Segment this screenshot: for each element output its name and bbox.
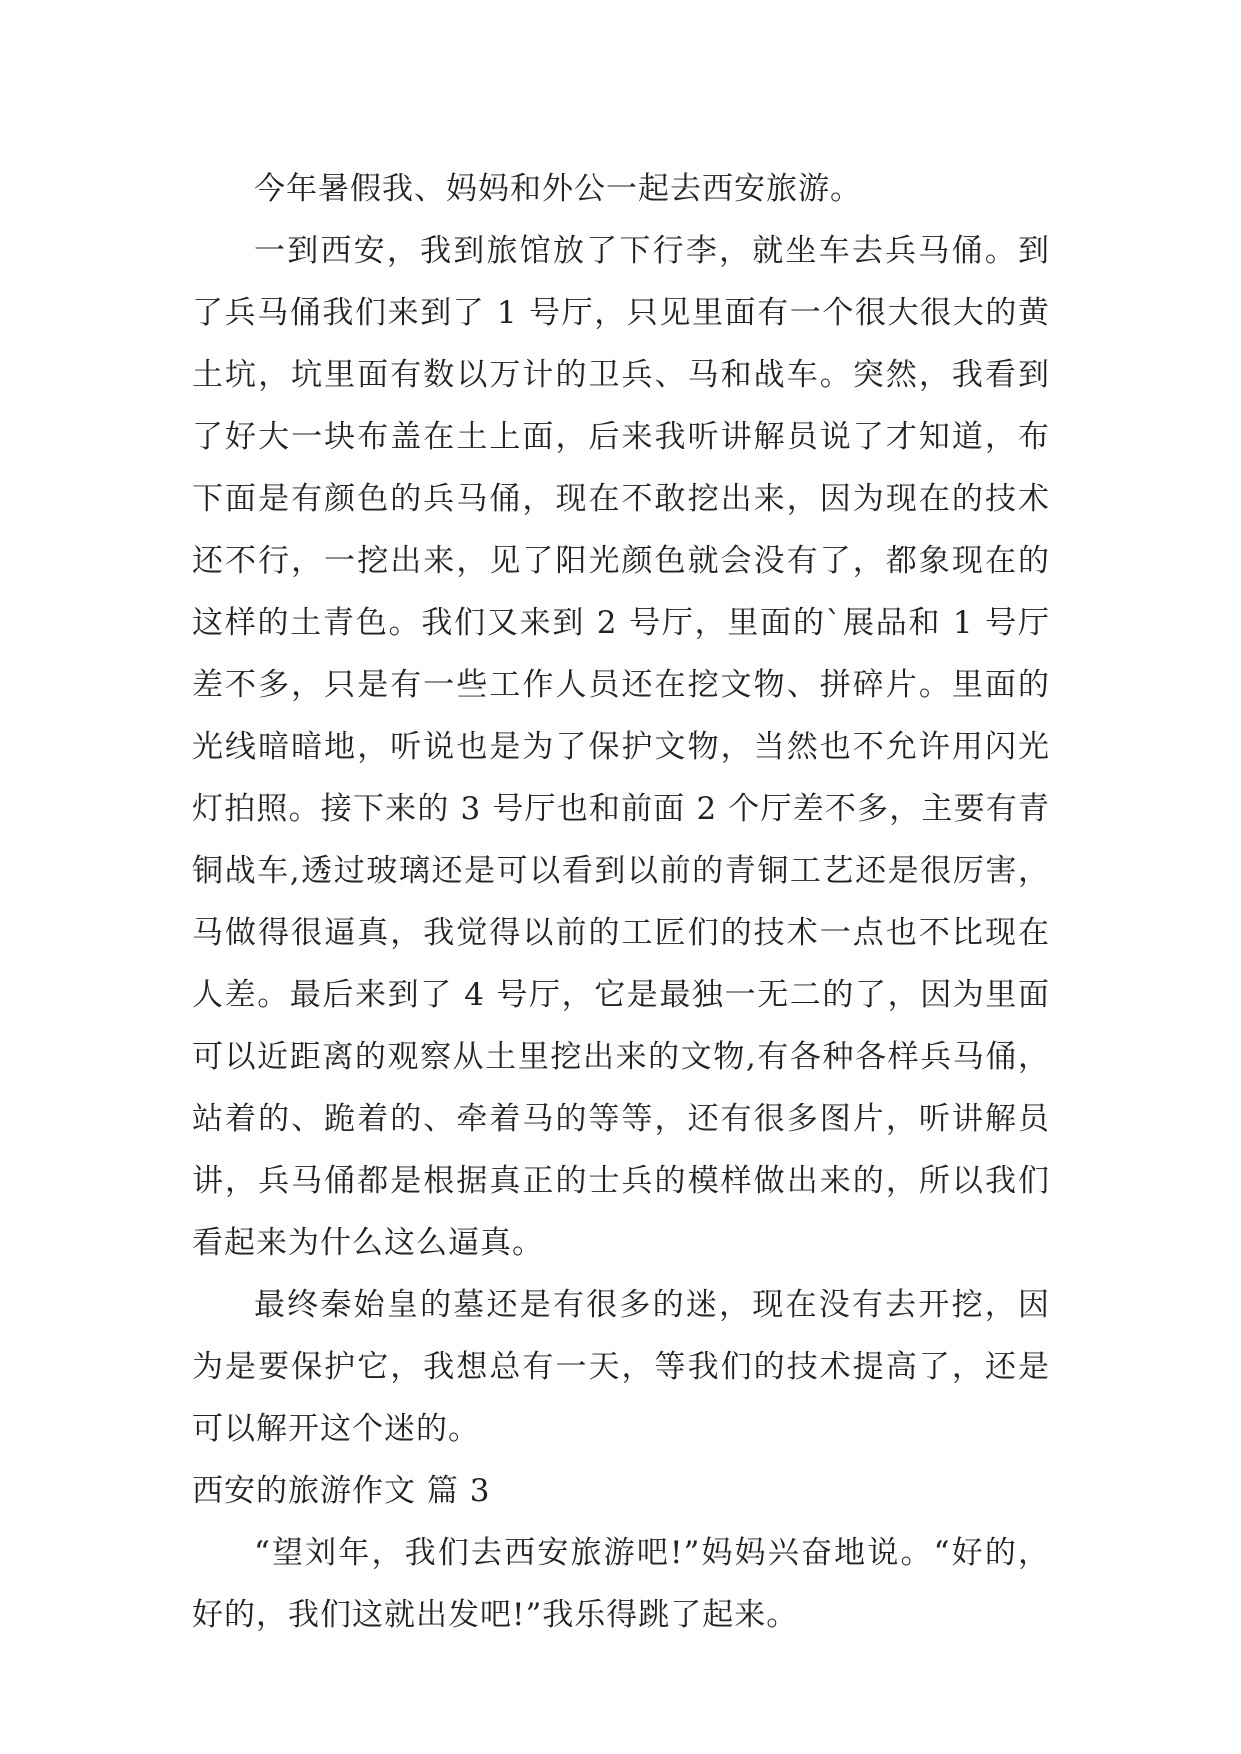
document-body — [192, 158, 1050, 1646]
paragraph-2: 一到西安，我到旅馆放了下行李，就坐车去兵马俑。到了兵马俑我们来到了 1 号厅，只见里面有一个很大很大的黄土坑，坑里面有数以万计的卫兵、马和战车。突然，我看到了好大一块布盖在土上面，后来我听讲解员说了才知道，布下面是有颜色的兵马俑，现在不敢挖出来，因为现在的技术还不行，一挖出来，见了阳光颜色就会没有了，都象现在的这样的土青色。我们又来到 2 号厅，里面的`展品和 1 号厅差不多，只是有一些工作人员还在挖文物、拼碎片。里面的光线暗暗地，听说也是为了保护文物，当然也不允许用闪光灯拍照。接下来的 3 号厅也和前面 2 个厅差不多，主要有青铜战车,透过玻璃还是可以看到以前的青铜工艺还是很厉害，马做得很逼真，我觉得以前的工匠们的技术一点也不比现在人差。最后来到了 4 号厅，它是最独一无二的了，因为里面可以近距离的观察从土里挖出来的文物,有各种各样兵马俑，站着的、跪着的、牵着马的等等，还有很多图片，听讲解员讲，兵马俑都是根据真正的士兵的模样做出来的，所以我们看起来为什么这么逼真。 — [192, 233, 1050, 1261]
paragraph-3: 最终秦始皇的墓还是有很多的迷，现在没有去开挖，因为是要保护它，我想总有一天，等我们的技术提高了，还是可以解开这个迷的。 — [192, 1287, 1050, 1447]
paragraph-4: “望刘年，我们去西安旅游吧!”妈妈兴奋地说。“好的，好的，我们这就出发吧!”我乐得跳了起来。 — [192, 1535, 1050, 1633]
section-heading: 西安的旅游作文 篇 3 — [192, 1473, 491, 1509]
paragraph-1: 今年暑假我、妈妈和外公一起去西安旅游。 — [254, 171, 862, 207]
